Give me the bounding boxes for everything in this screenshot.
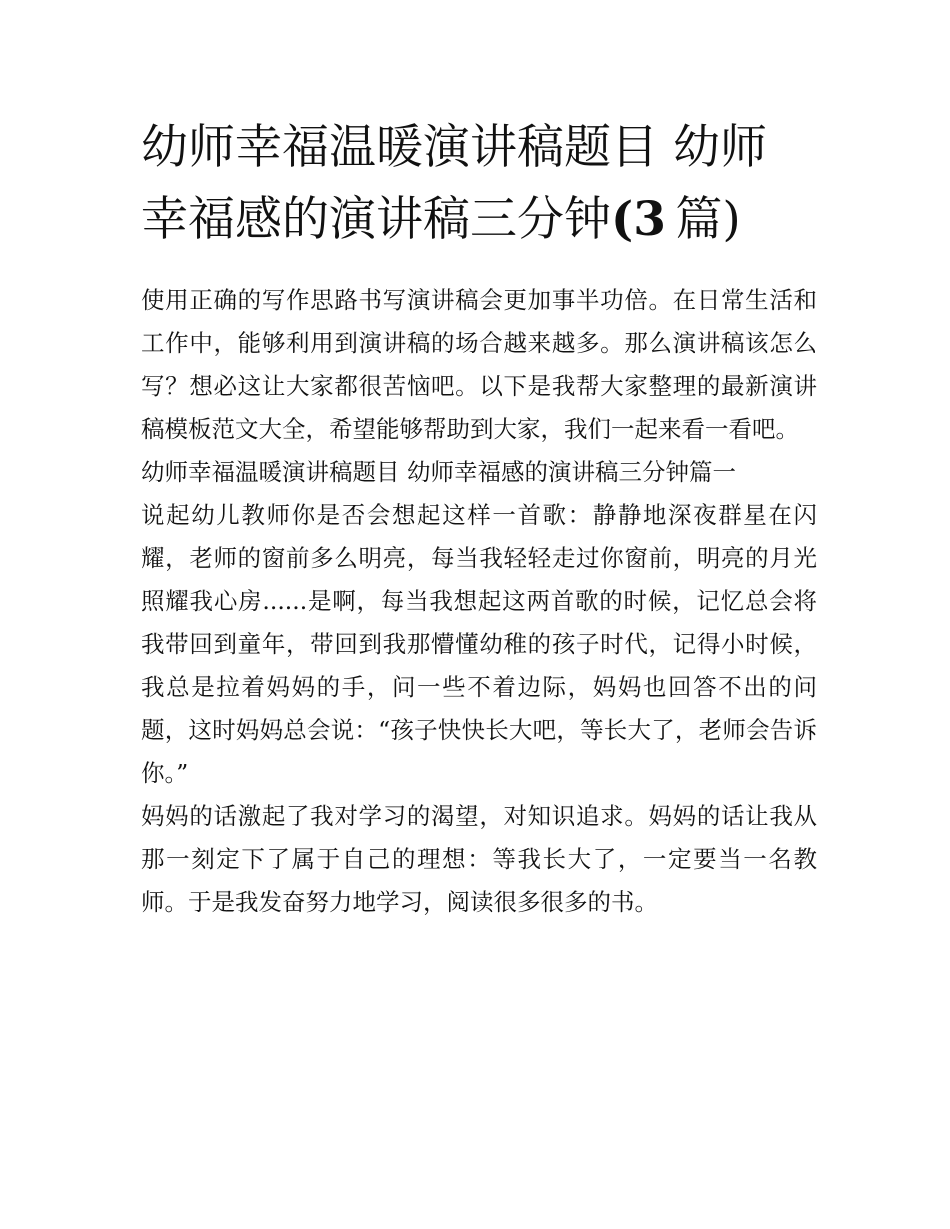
paragraph-intro: 使用正确的写作思路书写演讲稿会更加事半功倍。在日常生活和工作中，能够利用到演讲稿的场合越来越多。那么演讲稿该怎么写？想必这让大家都很苦恼吧。以下是我帮大家整理的最新演讲稿模板范文大全，希望能够帮助到大家，我们一起来看一看吧。 xyxy=(141,286,817,443)
title-line-2-suffix: 篇) xyxy=(675,192,741,247)
title-line-1: 幼师幸福温暖演讲稿题目 幼师 xyxy=(141,120,767,175)
document-body xyxy=(141,279,817,924)
paragraph-memory: 说起幼儿教师你是否会想起这样一首歌：静静地深夜群星在闪耀，老师的窗前多么明亮，每当我轻轻走过你窗前，明亮的月光照耀我心房......是啊，每当我想起这两首歌的时候，记忆总会将我带回到童年，带回到我那懵懂幼稚的孩子时代，记得小时候，我总是拉着妈妈的手，问一些不着边际，妈妈也回答不出的问题，这时妈妈总会说：“孩子快快长大吧，等长大了，老师会告诉你。” xyxy=(141,501,817,787)
section-heading: 幼师幸福温暖演讲稿题目 幼师幸福感的演讲稿三分钟篇一 xyxy=(141,458,736,486)
document-title xyxy=(141,112,821,256)
paragraph-aspiration: 妈妈的话激起了我对学习的渴望，对知识追求。妈妈的话让我从那一刻定下了属于自己的理想：等我长大了，一定要当一名教师。于是我发奋努力地学习，阅读很多很多的书。 xyxy=(141,802,817,916)
title-line-2-prefix: 幸福感的演讲稿三分钟 xyxy=(141,192,611,247)
title-paren-count: (3 xyxy=(611,192,666,247)
